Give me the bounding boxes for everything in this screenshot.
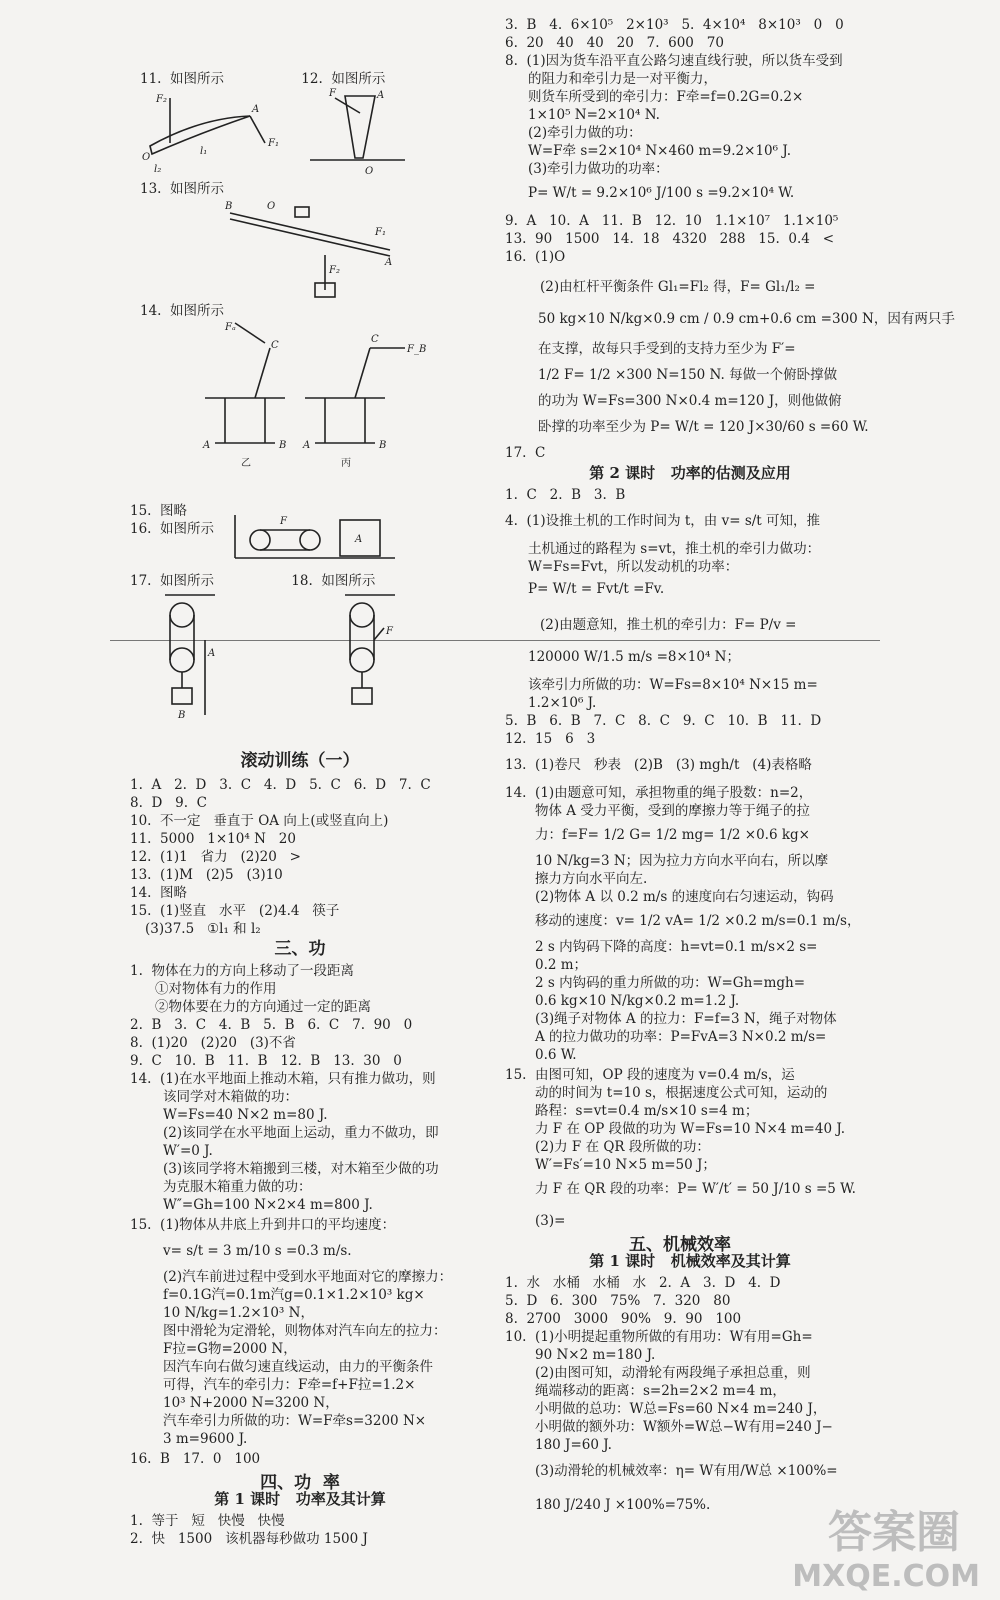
answer-line: 3 m=9600 J. <box>163 1431 248 1447</box>
svg-text:A: A <box>203 440 211 451</box>
svg-text:A: A <box>355 534 363 545</box>
answer-line: 13. (1)卷尺 秒表 (2)B (3) mgh/t (4)表格略 <box>505 757 812 773</box>
answer-line: 小明做的总功：W总=Fs=60 N×4 m=240 J， <box>535 1401 827 1417</box>
answer-line: 8. (1)因为货车沿平直公路匀速直线行驶，所以货车受到 <box>505 53 843 69</box>
answer-line: 180 J=60 J. <box>535 1437 612 1453</box>
svg-text:O: O <box>365 166 374 177</box>
answer-line: 13. (1)M (2)5 (3)10 <box>130 867 283 883</box>
answer-line: (3)37.5 ①l₁ 和 l₂ <box>145 921 261 937</box>
svg-text:B: B <box>279 440 287 451</box>
answer-line: 1. 水 水桶 水桶 水 2. A 3. D 4. D <box>505 1275 781 1291</box>
answer-line: 1/2 F= 1/2 ×300 N=150 N. 每做一个俯卧撑做 <box>538 367 838 383</box>
answer-line: 卧撑的功率至少为 P= W/t = 120 J×30/60 s =60 W. <box>538 419 869 435</box>
figure-17-pulley-vertical <box>160 590 230 720</box>
svg-text:A: A <box>377 90 385 101</box>
svg-text:F: F <box>386 626 393 637</box>
svg-text:l₂: l₂ <box>154 164 162 175</box>
answer-line: 3. B 4. 6×10⁵ 2×10³ 5. 4×10⁴ 8×10³ 0 0 <box>505 17 844 33</box>
answer-line: 土机通过的路程为 s=vt，推土机的牵引力做功： <box>528 541 821 557</box>
chair-left-label: 乙 <box>241 458 251 468</box>
answer-line: (3)绳子对物体 A 的拉力：F=f=3 N，绳子对物体 <box>535 1011 837 1027</box>
answer-line: (2)由题意知，推土机的牵引力：F= P/v = <box>540 617 797 633</box>
answer-line: 可得，汽车的牵引力：F牵=f+F拉=1.2× <box>163 1377 416 1393</box>
answer-line: W=Fs=Fvt，所以发动机的功率： <box>528 559 739 575</box>
answer-line: 则货车所受到的牵引力：F牵=f=0.2G=0.2× <box>528 89 804 105</box>
answer-line: 1×10⁵ N=2×10⁴ N. <box>528 107 660 123</box>
answer-line: (2)汽车前进过程中受到水平地面对它的摩擦力： <box>163 1269 453 1285</box>
answer-line: 为克服木箱重力做的功： <box>163 1179 312 1195</box>
answer-line: 2 s 内钩码的重力所做的功：W=Gh=mgh= <box>535 975 806 991</box>
answer-line: (3)= <box>535 1213 566 1229</box>
answer-line: 16. 如图所示 <box>130 521 215 537</box>
figure-13-inclined-lever <box>225 195 405 300</box>
answer-line: (2)该同学在水平地面上运动，重力不做功，即 <box>163 1125 439 1141</box>
heading-efficiency: 五、机械效率 <box>629 1235 731 1255</box>
answer-line: (2)力 F 在 QR 段所做的功： <box>535 1139 710 1155</box>
answer-line: ②物体要在力的方向通过一定的距离 <box>155 999 371 1015</box>
answer-line: W′=Fs′=10 N×5 m=50 J； <box>535 1157 716 1173</box>
answer-line: 16. B 17. 0 100 <box>130 1451 261 1467</box>
answer-line: 90 N×2 m=180 J. <box>535 1347 656 1363</box>
answer-line: (2)由杠杆平衡条件 Gl₁=Fl₂ 得，F= Gl₁/l₂ = <box>540 279 816 295</box>
answer-line: 14. 如图所示 <box>140 303 225 319</box>
answer-line: 该同学对木箱做的功： <box>163 1089 298 1105</box>
watermark-logo: 答案圈 <box>828 1507 960 1558</box>
answer-line: 汽车牵引力所做的功：W=F牵s=3200 N× <box>163 1413 427 1429</box>
answer-line: f=0.1G汽=0.1m汽g=0.1×1.2×10³ kg× <box>163 1287 425 1303</box>
answer-line: 物体 A 受力平衡，受到的摩擦力等于绳子的拉 <box>535 803 810 819</box>
svg-text:F₂: F₂ <box>156 94 167 105</box>
svg-text:F₂: F₂ <box>329 265 340 276</box>
answer-line: 13. 如图所示 <box>140 181 225 197</box>
svg-text:O: O <box>142 152 151 163</box>
svg-text:C: C <box>271 340 279 351</box>
answer-line: 9. A 10. A 11. B 12. 10 1.1×10⁷ 1.1×10⁵ <box>505 213 839 229</box>
answer-line: 9. C 10. B 11. B 12. B 13. 30 0 <box>130 1053 402 1069</box>
svg-text:A: A <box>252 104 260 115</box>
answer-line: 1. A 2. D 3. C 4. D 5. C 6. D 7. C <box>130 777 431 793</box>
answer-line: (3)牵引力做功的功率： <box>528 161 669 177</box>
answer-line: 11. 5000 1×10⁴ N 20 <box>130 831 296 847</box>
figure-11-lever <box>140 88 300 178</box>
answer-line: A 的拉力做功的功率：P=FvA=3 N×0.2 m/s= <box>535 1029 827 1045</box>
answer-line: (3)动滑轮的机械效率：η= W有用/W总 ×100%= <box>535 1463 838 1479</box>
figure-18-pulley-vertical <box>340 590 410 720</box>
answer-line: 在支撑，故每只手受到的支持力至少为 F′= <box>538 341 796 357</box>
answer-line: W=F牵 s=2×10⁴ N×460 m=9.2×10⁶ J. <box>528 143 791 159</box>
svg-text:F: F <box>329 88 336 99</box>
answer-line: (3)该同学将木箱搬到三楼，对木箱至少做的功 <box>163 1161 439 1177</box>
answer-line: 小明做的额外功：W额外=W总−W有用=240 J− <box>535 1419 833 1435</box>
answer-line: 12. (1)1 省力 (2)20 > <box>130 849 301 865</box>
answer-line: 路程：s=vt=0.4 m/s×10 s=4 m； <box>535 1103 759 1119</box>
answer-line: 15. (1)竖直 水平 (2)4.4 筷子 <box>130 903 340 919</box>
answer-line: 50 kg×10 N/kg×0.9 cm / 0.9 cm+0.6 cm =300 N，因有两只手 <box>538 311 955 327</box>
svg-text:O: O <box>267 201 276 212</box>
watermark-url: MXQE.COM <box>792 1559 980 1594</box>
answer-line: 2. 快 1500 该机器每秒做功 1500 J <box>130 1531 368 1547</box>
svg-text:A: A <box>385 257 393 268</box>
answer-line: ①对物体有力的作用 <box>155 981 277 997</box>
answer-line: 10 N/kg=3 N；因为拉力方向水平向右，所以摩 <box>535 853 829 869</box>
answer-line: 10 N/kg=1.2×10³ N， <box>163 1305 314 1321</box>
answer-line: 5. B 6. B 7. C 8. C 9. C 10. B 11. D <box>505 713 822 729</box>
answer-line: (2)由图可知，动滑轮有两段绳子承担总重，则 <box>535 1365 811 1381</box>
answer-line: 120000 W/1.5 m/s =8×10⁴ N； <box>528 649 740 665</box>
answer-line: 17. C <box>505 445 546 461</box>
answer-line: (2)牵引力做的功： <box>528 125 642 141</box>
figure-14-chair-right <box>295 318 435 468</box>
answer-line: 2 s 内钩码下降的高度：h=vt=0.1 m/s×2 s= <box>535 939 818 955</box>
figure-16-pulley-horizontal <box>230 510 400 570</box>
svg-text:F₁: F₁ <box>268 138 279 149</box>
answer-line: 动的时间为 t=10 s，根据速度公式可知，运动的 <box>535 1085 828 1101</box>
answer-line: 1.2×10⁶ J. <box>528 695 597 711</box>
answer-line: 的功为 W=Fs=300 N×0.4 m=120 J，则他做俯 <box>538 393 842 409</box>
answer-line: 8. (1)20 (2)20 (3)不省 <box>130 1035 296 1051</box>
answer-line: P= W/t = 9.2×10⁶ J/100 s =9.2×10⁴ W. <box>528 185 795 201</box>
heading-work: 三、功 <box>274 939 326 959</box>
svg-text:B: B <box>379 440 387 451</box>
answer-line: 0.6 W. <box>535 1047 577 1063</box>
answer-line: 0.6 kg×10 N/kg×0.2 m=1.2 J. <box>535 993 740 1009</box>
answer-line: 1. 等于 短 快慢 快慢 <box>130 1513 285 1529</box>
answer-line: 0.2 m； <box>535 957 588 973</box>
answer-line: 绳端移动的距离：s=2h=2×2 m=4 m， <box>535 1383 786 1399</box>
answer-line: W′=0 J. <box>163 1143 213 1159</box>
answer-line: 12. 15 6 3 <box>505 731 596 747</box>
answer-line: 11. 如图所示 12. 如图所示 <box>140 71 386 87</box>
svg-text:F₁: F₁ <box>375 227 386 238</box>
answer-line: 14. 图略 <box>130 885 188 901</box>
answer-line: v= s/t = 3 m/10 s =0.3 m/s. <box>163 1243 352 1259</box>
answer-line: 该牵引力所做的功：W=Fs=8×10⁴ N×15 m= <box>528 677 818 693</box>
answer-line: 8. 2700 3000 90% 9. 90 100 <box>505 1311 742 1327</box>
answer-line: 的阻力和牵引力是一对平衡力， <box>528 71 717 87</box>
svg-text:B: B <box>178 710 186 720</box>
answer-line: W″=Gh=100 N×2×4 m=800 J. <box>163 1197 373 1213</box>
answer-line: 5. D 6. 300 75% 7. 320 80 <box>505 1293 731 1309</box>
heading-rolling-training: 滚动训练（一） <box>240 751 360 771</box>
svg-text:A: A <box>208 648 216 659</box>
svg-text:Fₐ: Fₐ <box>225 322 236 333</box>
answer-line: 4. (1)设推土机的工作时间为 t，由 v= s/t 可知，推 <box>505 513 821 529</box>
answer-line: 擦力方向水平向左. <box>535 871 648 887</box>
answer-line: 1. C 2. B 3. B <box>505 487 626 503</box>
answer-line: 10³ N+2000 N=3200 N， <box>163 1395 339 1411</box>
answer-line: 14. (1)由题意可知，承担物重的绳子股数：n=2， <box>505 785 813 801</box>
heading-power-lesson2: 第 2 课时 功率的估测及应用 <box>589 464 791 482</box>
heading-power: 四、功 率 <box>260 1473 340 1493</box>
answer-line: 14. (1)在水平地面上推动木箱，只有推力做功，则 <box>130 1071 436 1087</box>
heading-efficiency-lesson1: 第 1 课时 机械效率及其计算 <box>589 1252 791 1270</box>
chair-right-label: 丙 <box>341 458 351 468</box>
figure-12-crowbar <box>305 88 415 178</box>
svg-text:F: F <box>280 516 287 527</box>
answer-line: 8. D 9. C <box>130 795 207 811</box>
answer-line: 180 J/240 J ×100%=75%. <box>535 1497 711 1513</box>
answer-line: 15. 图略 <box>130 503 188 519</box>
answer-line: 图中滑轮为定滑轮，则物体对汽车向左的拉力： <box>163 1323 447 1339</box>
answer-line: 2. B 3. C 4. B 5. B 6. C 7. 90 0 <box>130 1017 413 1033</box>
svg-text:C: C <box>371 334 379 345</box>
svg-text:A: A <box>303 440 311 451</box>
answer-line: 10. (1)小明提起重物所做的有用功：W有用=Gh= <box>505 1329 813 1345</box>
answer-line: 17. 如图所示 18. 如图所示 <box>130 573 376 589</box>
answer-line: 6. 20 40 40 20 7. 600 70 <box>505 35 724 51</box>
answer-line: 力 F 在 OP 段做的功为 W=Fs=10 N×4 m=40 J. <box>535 1121 845 1137</box>
svg-text:F_B: F_B <box>407 344 427 355</box>
answer-line: P= W/t = Fvt/t =Fv. <box>528 581 665 597</box>
answer-line: 16. (1)O <box>505 249 566 265</box>
answer-line: W=Fs=40 N×2 m=80 J. <box>163 1107 328 1123</box>
answer-line: F拉=G物=2000 N， <box>163 1341 297 1357</box>
answer-line: 移动的速度：v= 1/2 vA= 1/2 ×0.2 m/s=0.1 m/s， <box>535 913 861 929</box>
answer-line: 1. 物体在力的方向上移动了一段距离 <box>130 963 354 979</box>
answer-line: (2)物体 A 以 0.2 m/s 的速度向右匀速运动，钩码 <box>535 889 834 905</box>
answer-line: 因汽车向右做匀速直线运动，由力的平衡条件 <box>163 1359 433 1375</box>
answer-line: 15. (1)物体从井底上升到井口的平均速度： <box>130 1217 396 1233</box>
answer-line: 力：f=F= 1/2 G= 1/2 mg= 1/2 ×0.6 kg× <box>535 827 810 843</box>
heading-power-lesson1: 第 1 课时 功率及其计算 <box>214 1490 386 1508</box>
answer-line: 力 F 在 QR 段的功率：P= W′/t′ = 50 J/10 s =5 W. <box>535 1181 856 1197</box>
answer-line: 10. 不一定 垂直于 OA 向上(或竖直向上) <box>130 813 389 829</box>
svg-text:B: B <box>225 201 233 212</box>
svg-text:l₁: l₁ <box>200 146 208 157</box>
answer-line: 13. 90 1500 14. 18 4320 288 15. 0.4 < <box>505 231 835 247</box>
answer-line: 15. 由图可知，OP 段的速度为 v=0.4 m/s，运 <box>505 1067 795 1083</box>
